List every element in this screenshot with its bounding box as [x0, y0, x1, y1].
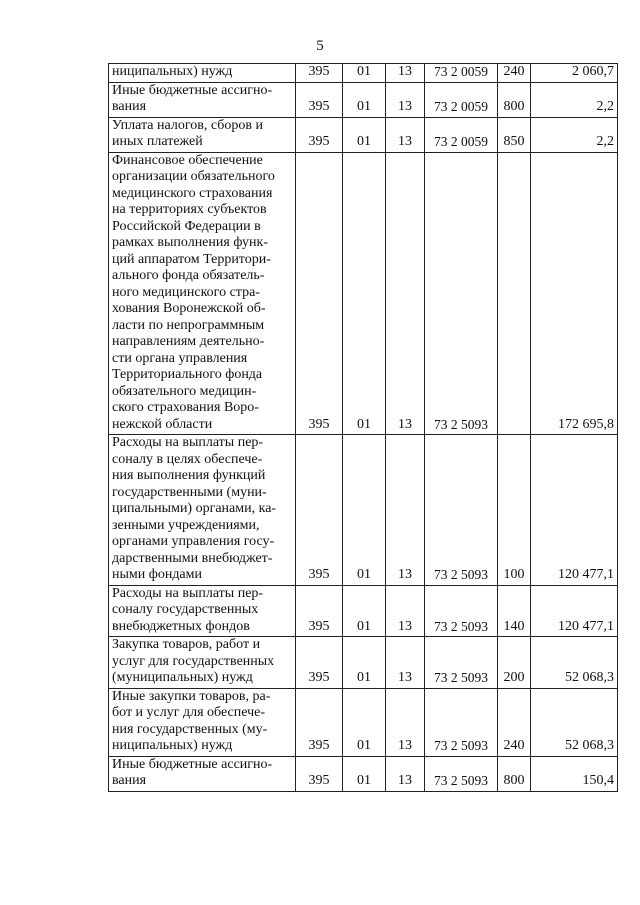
org-code-cell: 395	[296, 637, 343, 689]
item-name-line: сти органа управления	[112, 350, 248, 366]
subsection-code-cell: 13	[386, 756, 425, 791]
expense-type-cell: 800	[498, 756, 531, 791]
budget-table-body	[109, 64, 618, 792]
item-name-line: Закупка товаров, работ и	[112, 637, 261, 652]
section-code-cell: 01	[343, 82, 386, 117]
item-name-line: ций аппаратом Территори-	[112, 251, 271, 267]
page-number: 5	[316, 38, 324, 54]
org-code-cell: 395	[296, 152, 343, 435]
item-name-line: ния государственных (му-	[112, 721, 268, 737]
item-name-line: внебюджетных фондов	[112, 618, 250, 634]
subsection-code-cell: 13	[386, 117, 425, 152]
item-name-line: ными фондами	[112, 567, 203, 582]
subsection-code-cell: 13	[386, 688, 425, 756]
article-code-cell: 73 2 5093	[425, 585, 498, 637]
section-code-cell: 01	[343, 637, 386, 689]
budget-table	[108, 63, 618, 792]
sum-cell: 2,2	[531, 82, 618, 117]
expense-type-cell	[498, 152, 531, 435]
table-row	[109, 756, 618, 791]
subsection-code-cell: 13	[386, 435, 425, 586]
org-code-cell: 395	[296, 64, 343, 83]
item-name-line: органами управления госу-	[112, 534, 275, 549]
item-name-line: ниципальных) нужд	[112, 64, 233, 79]
section-code-cell: 01	[343, 152, 386, 435]
item-name-line: на территориях субъектов	[112, 202, 267, 217]
item-name-line: ского страхования Воро-	[112, 400, 259, 415]
sum-cell: 52 068,3	[531, 688, 618, 756]
item-name-line: ального фонда обязатель-	[112, 268, 265, 283]
table-row	[109, 82, 618, 117]
org-code-cell: 395	[296, 117, 343, 152]
expense-type-cell: 800	[498, 82, 531, 117]
item-name-line: зенными учреждениями,	[112, 517, 260, 533]
article-code-cell: 73 2 5093	[425, 756, 498, 791]
item-name-line: дарственными внебюджет-	[112, 550, 273, 566]
sum-cell: 150,4	[531, 756, 618, 791]
org-code-cell: 395	[296, 585, 343, 637]
section-code-cell: 01	[343, 688, 386, 756]
expense-type-cell: 850	[498, 117, 531, 152]
section-code-cell: 01	[343, 64, 386, 83]
item-name-line: медицинского страхования	[112, 185, 273, 201]
item-name-line: Расходы на выплаты пер-	[112, 585, 264, 601]
item-name-line: хования Воронежской об-	[112, 301, 266, 316]
article-code-cell: 73 2 5093	[425, 688, 498, 756]
item-name-line: ния выполнения функций	[112, 468, 266, 483]
sum-cell: 120 477,1	[531, 435, 618, 586]
item-name-cell	[109, 152, 296, 435]
item-name-line: вания	[112, 773, 147, 788]
org-code-cell: 395	[296, 82, 343, 117]
article-code-cell: 73 2 5093	[425, 637, 498, 689]
item-name-line: организации обязательного	[112, 169, 275, 184]
item-name-line: Территориального фонда	[112, 367, 263, 382]
sum-cell: 120 477,1	[531, 585, 618, 637]
item-name-line: Российской Федерации в	[112, 218, 261, 234]
subsection-code-cell: 13	[386, 64, 425, 83]
expense-type-cell: 100	[498, 435, 531, 586]
table-row	[109, 64, 618, 83]
item-name-line: вания	[112, 99, 147, 114]
item-name-line: ципальными) органами, ка-	[112, 501, 277, 516]
sum-cell: 172 695,8	[531, 152, 618, 435]
item-name-cell	[109, 64, 296, 83]
table-row	[109, 435, 618, 586]
section-code-cell: 01	[343, 756, 386, 791]
item-name-line: Уплата налогов, сборов и	[112, 117, 263, 133]
table-row	[109, 637, 618, 689]
subsection-code-cell: 13	[386, 152, 425, 435]
table-row	[109, 585, 618, 637]
item-name-line: рамках выполнения функ-	[112, 235, 268, 250]
item-name-line: соналу государственных	[112, 602, 259, 617]
item-name-line: бот и услуг для обеспече-	[112, 705, 266, 720]
item-name-line: государственными (муни-	[112, 484, 267, 500]
item-name-cell	[109, 688, 296, 756]
article-code-cell: 73 2 0059	[425, 64, 498, 83]
org-code-cell: 395	[296, 688, 343, 756]
article-code-cell: 73 2 0059	[425, 82, 498, 117]
org-code-cell: 395	[296, 435, 343, 586]
item-name-cell	[109, 117, 296, 152]
item-name-line: ного медицинского стра-	[112, 284, 260, 300]
sum-cell: 2,2	[531, 117, 618, 152]
item-name-line: Иные закупки товаров, ра-	[112, 688, 271, 704]
item-name-cell	[109, 756, 296, 791]
item-name-cell	[109, 435, 296, 586]
article-code-cell: 73 2 0059	[425, 117, 498, 152]
table-row	[109, 152, 618, 435]
table-row	[109, 688, 618, 756]
section-code-cell: 01	[343, 435, 386, 586]
expense-type-cell: 200	[498, 637, 531, 689]
expense-type-cell: 140	[498, 585, 531, 637]
item-name-line: соналу в целях обеспече-	[112, 451, 263, 467]
subsection-code-cell: 13	[386, 82, 425, 117]
table-row	[109, 117, 618, 152]
item-name-line: (муниципальных) нужд	[112, 670, 253, 685]
org-code-cell: 395	[296, 756, 343, 791]
item-name-line: ласти по непрограммным	[112, 317, 265, 333]
item-name-line: направлениям деятельно-	[112, 334, 265, 349]
sum-cell: 52 068,3	[531, 637, 618, 689]
subsection-code-cell: 13	[386, 637, 425, 689]
sum-cell: 2 060,7	[531, 64, 618, 83]
item-name-cell	[109, 637, 296, 689]
item-name-line: услуг для государственных	[112, 653, 275, 669]
article-code-cell: 73 2 5093	[425, 435, 498, 586]
section-code-cell: 01	[343, 117, 386, 152]
item-name-cell	[109, 585, 296, 637]
expense-type-cell: 240	[498, 64, 531, 83]
item-name-line: Иные бюджетные ассигно-	[112, 756, 273, 772]
item-name-line: нежской области	[112, 416, 213, 432]
item-name-line: иных платежей	[112, 134, 203, 149]
item-name-line: ниципальных) нужд	[112, 738, 233, 753]
subsection-code-cell: 13	[386, 585, 425, 637]
item-name-cell	[109, 82, 296, 117]
section-code-cell: 01	[343, 585, 386, 637]
item-name-line: Расходы на выплаты пер-	[112, 435, 264, 450]
item-name-line: Иные бюджетные ассигно-	[112, 82, 273, 98]
item-name-line: Финансовое обеспечение	[112, 152, 263, 168]
expense-type-cell: 240	[498, 688, 531, 756]
article-code-cell: 73 2 5093	[425, 152, 498, 435]
item-name-line: обязательного медицин-	[112, 383, 257, 399]
